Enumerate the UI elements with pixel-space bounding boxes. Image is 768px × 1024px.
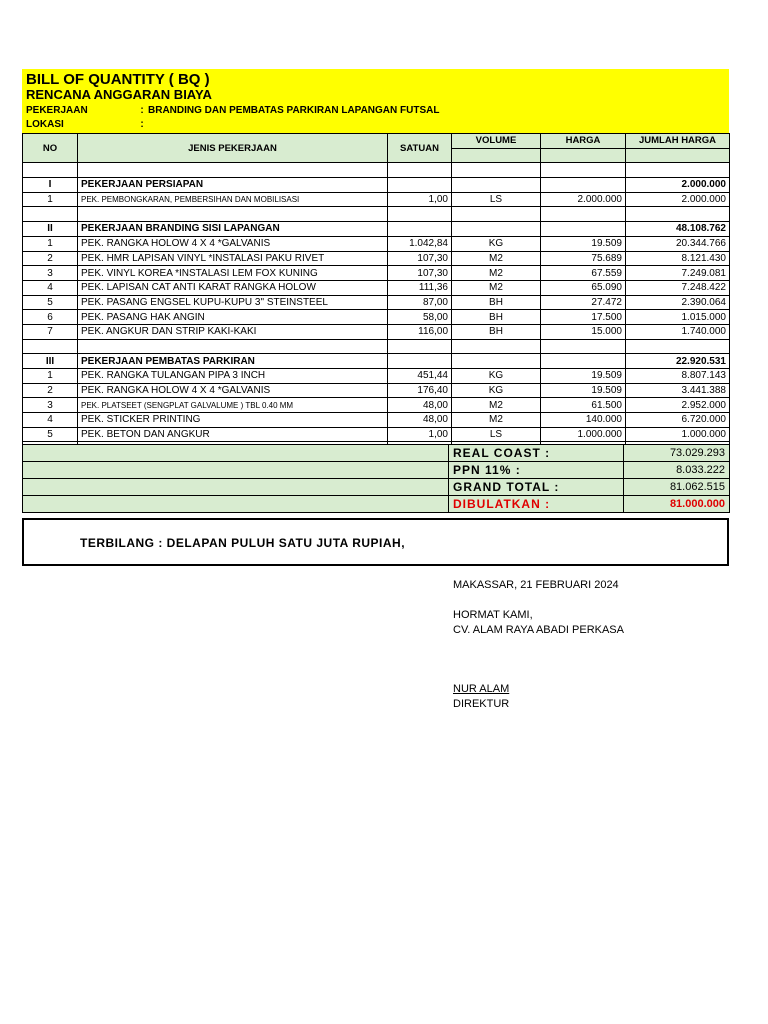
lokasi-row <box>26 119 148 130</box>
summary-blank <box>23 479 449 496</box>
bq-table <box>22 133 730 457</box>
table-row <box>23 324 730 339</box>
pekerjaan-value: BRANDING DAN PEMBATAS PARKIRAN LAPANGAN FUTSAL <box>148 105 440 116</box>
header-blank <box>452 148 541 163</box>
item-name: PEK. LAPISAN CAT ANTI KARAT RANGKA HOLOW <box>78 280 388 295</box>
empty-cell <box>541 178 626 193</box>
table-row <box>23 295 730 310</box>
table-row <box>23 251 730 266</box>
item-no: 3 <box>23 266 78 281</box>
col-harga: HARGA <box>541 134 626 149</box>
section-no: II <box>23 222 78 237</box>
item-harga: 67.559 <box>541 266 626 281</box>
table-row <box>23 236 730 251</box>
table-row <box>23 280 730 295</box>
empty-cell <box>541 354 626 369</box>
section-name: PEKERJAAN PEMBATAS PARKIRAN <box>78 354 388 369</box>
summary-blank <box>23 445 449 462</box>
item-no: 5 <box>23 427 78 442</box>
item-no: 3 <box>23 398 78 413</box>
spacer-row <box>23 207 730 222</box>
item-volume: M2 <box>452 251 541 266</box>
item-satuan: 451,44 <box>388 369 452 384</box>
lokasi-label: LOKASI <box>26 119 64 130</box>
item-jumlah: 2.952.000 <box>626 398 730 413</box>
header-blank <box>541 148 626 163</box>
empty-cell <box>388 354 452 369</box>
item-name: PEK. PASANG HAK ANGIN <box>78 310 388 325</box>
item-harga: 27.472 <box>541 295 626 310</box>
empty-cell <box>388 222 452 237</box>
empty-cell <box>541 207 626 222</box>
item-name: PEK. RANGKA HOLOW 4 X 4 *GALVANIS <box>78 236 388 251</box>
item-name: PEK. BETON DAN ANGKUR <box>78 427 388 442</box>
item-volume: LS <box>452 192 541 207</box>
item-name: PEK. PEMBONGKARAN, PEMBERSIHAN DAN MOBILISASI <box>78 192 388 207</box>
item-jumlah: 1.015.000 <box>626 310 730 325</box>
item-volume: M2 <box>452 266 541 281</box>
item-harga: 61.500 <box>541 398 626 413</box>
terbilang-box <box>22 518 729 566</box>
item-volume: BH <box>452 295 541 310</box>
item-satuan: 107,30 <box>388 266 452 281</box>
section-row <box>23 222 730 237</box>
item-name: PEK. RANGKA TULANGAN PIPA 3 INCH <box>78 369 388 384</box>
item-harga: 65.090 <box>541 280 626 295</box>
ppn-label: PPN 11% : <box>449 462 624 479</box>
section-row <box>23 178 730 193</box>
item-no: 4 <box>23 413 78 428</box>
table-row <box>23 413 730 428</box>
item-satuan: 48,00 <box>388 398 452 413</box>
table-row <box>23 192 730 207</box>
empty-cell <box>541 222 626 237</box>
section-name: PEKERJAAN PERSIAPAN <box>78 178 388 193</box>
signer-position: DIREKTUR <box>453 698 510 710</box>
greeting: HORMAT KAMI, <box>453 609 533 621</box>
col-satuan: SATUAN <box>388 134 452 163</box>
item-jumlah: 7.248.422 <box>626 280 730 295</box>
grand-total-row <box>23 479 730 496</box>
item-jumlah: 6.720.000 <box>626 413 730 428</box>
item-no: 7 <box>23 324 78 339</box>
section-name: PEKERJAAN BRANDING SISI LAPANGAN <box>78 222 388 237</box>
item-jumlah: 7.249.081 <box>626 266 730 281</box>
summary-blank <box>23 462 449 479</box>
item-name: PEK. STICKER PRINTING <box>78 413 388 428</box>
ppn-value: 8.033.222 <box>624 462 730 479</box>
item-satuan: 58,00 <box>388 310 452 325</box>
item-satuan: 1,00 <box>388 427 452 442</box>
pekerjaan-row <box>26 105 439 116</box>
item-no: 1 <box>23 192 78 207</box>
item-jumlah: 1.740.000 <box>626 324 730 339</box>
document-title: BILL OF QUANTITY ( BQ ) <box>26 71 210 88</box>
document-header <box>22 69 729 133</box>
item-volume: M2 <box>452 280 541 295</box>
item-no: 4 <box>23 280 78 295</box>
pekerjaan-colon: : <box>140 105 144 116</box>
table-body <box>23 163 730 457</box>
dibulatkan-value: 81.000.000 <box>624 496 730 513</box>
item-no: 6 <box>23 310 78 325</box>
table-row <box>23 398 730 413</box>
item-harga: 1.000.000 <box>541 427 626 442</box>
empty-cell <box>388 207 452 222</box>
dibulatkan-row <box>23 496 730 513</box>
col-jenis: JENIS PEKERJAAN <box>78 134 388 163</box>
item-volume: KG <box>452 369 541 384</box>
grand-total-value: 81.062.515 <box>624 479 730 496</box>
item-satuan: 176,40 <box>388 383 452 398</box>
summary-table <box>22 444 730 513</box>
table-row <box>23 383 730 398</box>
real-coast-value: 73.029.293 <box>624 445 730 462</box>
item-jumlah: 2.000.000 <box>626 192 730 207</box>
item-name: PEK. VINYL KOREA *INSTALASI LEM FOX KUNING <box>78 266 388 281</box>
section-row <box>23 354 730 369</box>
item-satuan: 1,00 <box>388 192 452 207</box>
item-harga: 19.509 <box>541 369 626 384</box>
item-no: 5 <box>23 295 78 310</box>
empty-cell <box>23 163 78 178</box>
item-harga: 19.509 <box>541 236 626 251</box>
item-harga: 15.000 <box>541 324 626 339</box>
item-name: PEK. RANGKA HOLOW 4 X 4 *GALVANIS <box>78 383 388 398</box>
empty-cell <box>626 339 730 354</box>
item-no: 1 <box>23 369 78 384</box>
summary-blank <box>23 496 449 513</box>
table-row <box>23 427 730 442</box>
empty-cell <box>541 339 626 354</box>
section-total: 2.000.000 <box>626 178 730 193</box>
place-date: MAKASSAR, 21 FEBRUARI 2024 <box>453 579 619 591</box>
empty-cell <box>626 207 730 222</box>
item-satuan: 48,00 <box>388 413 452 428</box>
empty-cell <box>388 339 452 354</box>
item-satuan: 111,36 <box>388 280 452 295</box>
item-volume: BH <box>452 310 541 325</box>
item-volume: M2 <box>452 398 541 413</box>
item-harga: 140.000 <box>541 413 626 428</box>
item-no: 1 <box>23 236 78 251</box>
item-jumlah: 1.000.000 <box>626 427 730 442</box>
item-volume: KG <box>452 383 541 398</box>
section-total: 22.920.531 <box>626 354 730 369</box>
item-no: 2 <box>23 383 78 398</box>
empty-cell <box>78 163 388 178</box>
item-harga: 2.000.000 <box>541 192 626 207</box>
dibulatkan-label: DIBULATKAN : <box>449 496 624 513</box>
item-jumlah: 2.390.064 <box>626 295 730 310</box>
ppn-row <box>23 462 730 479</box>
section-total: 48.108.762 <box>626 222 730 237</box>
real-coast-row <box>23 445 730 462</box>
item-no: 2 <box>23 251 78 266</box>
empty-cell <box>626 163 730 178</box>
terbilang-text: TERBILANG : DELAPAN PULUH SATU JUTA RUPIAH, <box>80 536 406 550</box>
empty-cell <box>78 207 388 222</box>
col-jumlah: JUMLAH HARGA <box>626 134 730 149</box>
pekerjaan-label: PEKERJAAN <box>26 105 88 116</box>
empty-cell <box>388 163 452 178</box>
empty-cell <box>452 354 541 369</box>
table-row <box>23 369 730 384</box>
spacer-row <box>23 339 730 354</box>
table-row <box>23 310 730 325</box>
item-volume: BH <box>452 324 541 339</box>
item-jumlah: 8.807.143 <box>626 369 730 384</box>
empty-cell <box>388 178 452 193</box>
empty-cell <box>23 339 78 354</box>
item-volume: KG <box>452 236 541 251</box>
section-no: III <box>23 354 78 369</box>
table-row <box>23 266 730 281</box>
item-satuan: 1.042,84 <box>388 236 452 251</box>
item-volume: M2 <box>452 413 541 428</box>
table-header-row <box>23 134 730 149</box>
col-volume: VOLUME <box>452 134 541 149</box>
spacer-row <box>23 163 730 178</box>
empty-cell <box>541 163 626 178</box>
item-harga: 19.509 <box>541 383 626 398</box>
grand-total-label: GRAND TOTAL : <box>449 479 624 496</box>
empty-cell <box>452 222 541 237</box>
item-name: PEK. ANGKUR DAN STRIP KAKI-KAKI <box>78 324 388 339</box>
section-no: I <box>23 178 78 193</box>
lokasi-colon: : <box>140 119 144 130</box>
item-name: PEK. PLATSEET (SENGPLAT GALVALUME ) TBL 0.40 MM <box>78 398 388 413</box>
item-volume: LS <box>452 427 541 442</box>
item-satuan: 116,00 <box>388 324 452 339</box>
empty-cell <box>452 207 541 222</box>
col-no: NO <box>23 134 78 163</box>
empty-cell <box>452 178 541 193</box>
empty-cell <box>78 339 388 354</box>
empty-cell <box>452 339 541 354</box>
item-harga: 17.500 <box>541 310 626 325</box>
item-satuan: 87,00 <box>388 295 452 310</box>
document-subtitle: RENCANA ANGGARAN BIAYA <box>26 87 212 102</box>
item-name: PEK. HMR LAPISAN VINYL *INSTALASI PAKU RIVET <box>78 251 388 266</box>
empty-cell <box>23 207 78 222</box>
company-name: CV. ALAM RAYA ABADI PERKASA <box>453 624 624 636</box>
real-coast-label: REAL COAST : <box>449 445 624 462</box>
empty-cell <box>452 163 541 178</box>
item-jumlah: 3.441.388 <box>626 383 730 398</box>
item-harga: 75.689 <box>541 251 626 266</box>
header-blank <box>626 148 730 163</box>
signer-name: NUR ALAM <box>453 683 510 695</box>
item-jumlah: 20.344.766 <box>626 236 730 251</box>
item-name: PEK. PASANG ENGSEL KUPU-KUPU 3" STEINSTEEL <box>78 295 388 310</box>
item-jumlah: 8.121.430 <box>626 251 730 266</box>
item-satuan: 107,30 <box>388 251 452 266</box>
